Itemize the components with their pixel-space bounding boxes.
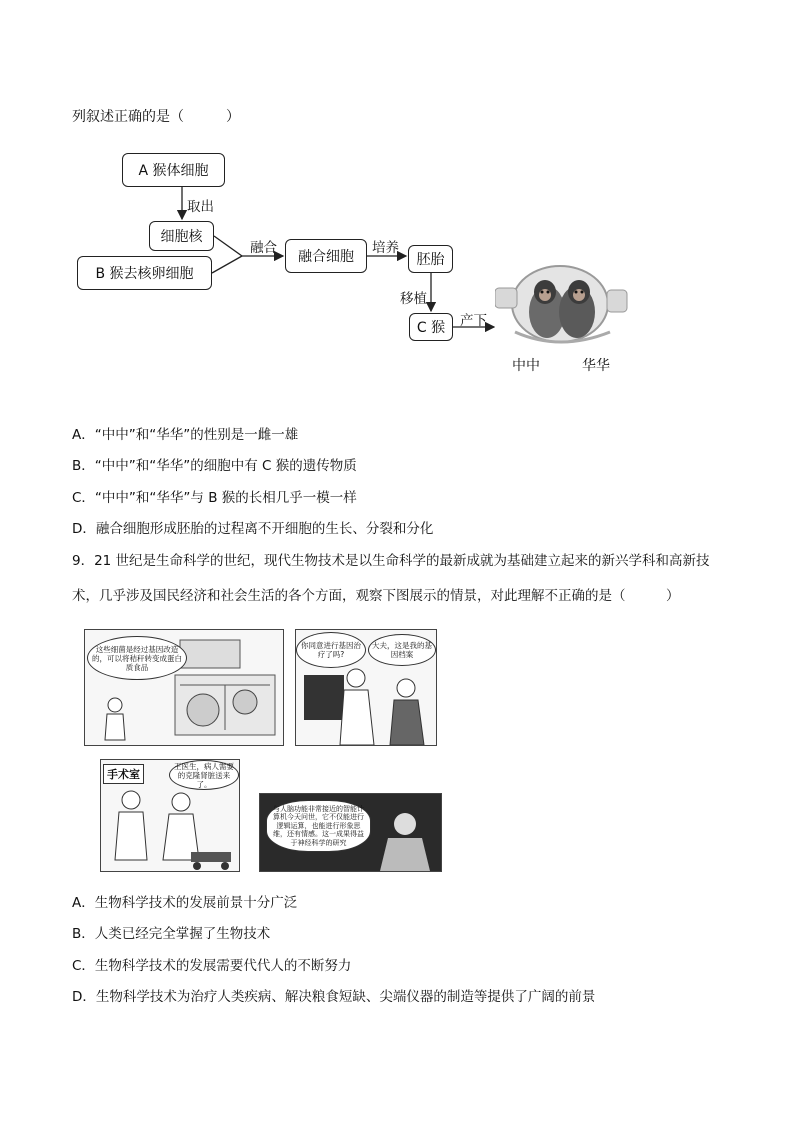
label-fuse: 融合 — [250, 240, 277, 256]
flow-box-fused-cell: 融合细胞 — [285, 239, 367, 273]
label-give-birth: 产下 — [460, 313, 487, 329]
line-nucleus-to-fuse — [214, 236, 242, 256]
q9-option-c: C．生物科学技术的发展需要代代人的不断努力 — [72, 958, 352, 974]
speech-bubble-doctor: 你同意进行基因治疗了吗? — [296, 632, 366, 668]
speech-bubble-patient: 大夫，这是我的基因档案 — [368, 634, 436, 666]
speech-bubble-bacteria: 这些细菌是经过基因改造的，可以将秸秆转变成蛋白质食品 — [87, 636, 187, 680]
operating-room-sign: 手术室 — [103, 764, 144, 784]
cartoon-panel-tv-news — [259, 793, 442, 872]
label-monkey-zhongzhong: 中中 — [512, 358, 540, 374]
q9-option-a: A．生物科学技术的发展前景十分广泛 — [72, 895, 298, 911]
q9-option-d: D．生物科学技术为治疗人类疾病、解决粮食短缺、尖端仪器的制造等提供了广阔的前景 — [72, 989, 596, 1005]
flow-box-embryo: 胚胎 — [408, 245, 453, 273]
label-transplant: 移植 — [400, 291, 427, 307]
cloned-monkeys-photo — [495, 262, 630, 347]
flow-box-b-egg-cell: B 猴去核卵细胞 — [77, 256, 212, 290]
question-intro: 列叙述正确的是（ ） — [72, 109, 240, 125]
flow-box-a-monkey-cell: A 猴体细胞 — [122, 153, 225, 187]
speech-bubble-nurse: 王医生，病人需要的克隆肾脏送来了。 — [169, 760, 239, 790]
label-culture: 培养 — [372, 240, 399, 256]
label-take-out: 取出 — [187, 199, 214, 215]
q8-option-a: A．“中中”和“华华”的性别是一雌一雄 — [72, 427, 299, 443]
line-egg-to-fuse — [212, 256, 242, 273]
label-monkey-huahua: 华华 — [582, 358, 610, 374]
flow-diagram-connectors — [0, 0, 794, 400]
q9-option-b: B．人类已经完全掌握了生物技术 — [72, 926, 271, 942]
speech-bubble-tv: 与人脑功能非常接近的智能计算机今天问世，它不仅能进行逻辑运算，也能进行形象思维，还有情感。这一成果得益于神经科学的研究 — [266, 800, 371, 852]
q8-option-b: B．“中中”和“华华”的细胞中有 C 猴的遗传物质 — [72, 458, 357, 474]
flow-box-c-monkey: C 猴 — [409, 313, 453, 341]
q9-stem-line1: 9．21 世纪是生命科学的世纪，现代生物技术是以生命科学的最新成就为基础建立起来的新兴学科和高新技 — [72, 553, 710, 569]
q9-stem-line2: 术，几乎涉及国民经济和社会生活的各个方面，观察下图展示的情景，对此理解不正确的是（ ） — [72, 588, 680, 604]
q8-option-c: C．“中中”和“华华”与 B 猴的长相几乎一模一样 — [72, 490, 357, 506]
flow-box-nucleus: 细胞核 — [149, 221, 214, 251]
q8-option-d: D．融合细胞形成胚胎的过程离不开细胞的生长、分裂和分化 — [72, 521, 434, 537]
cartoon-panel-gene-therapy — [295, 629, 437, 746]
cartoon-panel-operating-room — [100, 759, 240, 872]
cartoon-panel-bacteria — [84, 629, 284, 746]
